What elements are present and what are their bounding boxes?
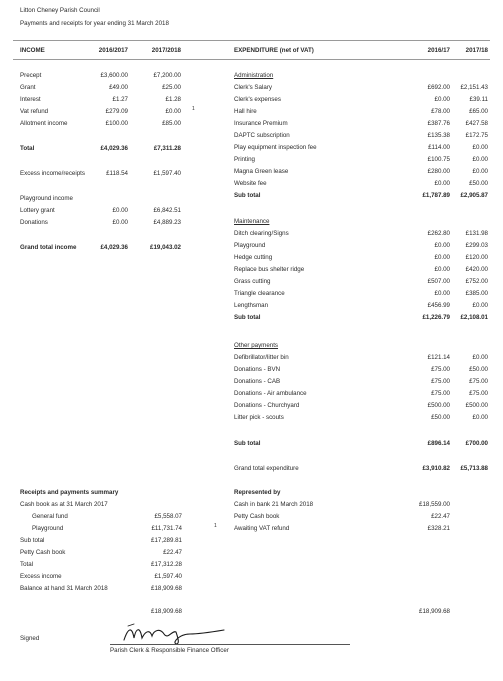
expense-row-label: Grass cutting <box>234 278 271 285</box>
income-row-a: £1.27 <box>112 96 128 103</box>
footnote-marker: 1 <box>214 523 217 529</box>
expense-row-b: £75.00 <box>469 378 488 385</box>
income-row-label: Allotment income <box>20 120 68 127</box>
expense-row-label: Donations - Churchyard <box>234 402 300 409</box>
expense-row-a: £114.00 <box>428 144 450 151</box>
income-row-a: £49.00 <box>109 84 128 91</box>
signatory-role: Parish Clerk & Responsible Finance Officer <box>110 647 229 654</box>
summary-row-label: General fund <box>32 513 68 520</box>
represented-row-value: £22.47 <box>431 513 450 520</box>
expense-row-b: £50.00 <box>469 180 488 187</box>
expenditure-header: EXPENDITURE (net of VAT) <box>234 47 314 54</box>
summary-row-value: £11,731.74 <box>151 525 182 532</box>
income-row-b: £25.00 <box>162 84 181 91</box>
header-rule-top <box>13 40 490 41</box>
subtotal-b: £700.00 <box>465 440 488 447</box>
expense-row-a: £78.00 <box>431 108 450 115</box>
income-header: INCOME <box>20 47 45 54</box>
income-row-label: Vat refund <box>20 108 49 115</box>
expense-row-a: £0.00 <box>434 290 450 297</box>
expense-row-label: Printing <box>234 156 255 163</box>
summary-final-value: £18,909.68 <box>151 608 182 615</box>
summary-row-label: Excess income <box>20 573 62 580</box>
expense-row-a: £280.00 <box>427 168 450 175</box>
income-row-label: Precept <box>20 72 42 79</box>
expense-row-a: £0.00 <box>434 266 450 273</box>
represented-row-value: £328.21 <box>427 525 450 532</box>
expense-row-label: Website fee <box>234 180 267 187</box>
expense-row-a: £0.00 <box>434 254 450 261</box>
expense-row-b: £420.00 <box>465 266 488 273</box>
income-row-b: £0.00 <box>165 108 181 115</box>
expense-row-b: £0.00 <box>472 302 488 309</box>
income-col-a: 2016/2017 <box>98 47 128 54</box>
expense-row-label: Lengthsman <box>234 302 269 309</box>
subtotal-a: £1,787.89 <box>422 192 450 199</box>
section-heading: Other payments <box>234 342 279 349</box>
grand-total-expenditure-b: £5,713.88 <box>460 465 488 472</box>
expense-row-a: £75.00 <box>431 390 450 397</box>
expense-row-b: £172.75 <box>465 132 488 139</box>
expense-row-a: £50.00 <box>431 414 450 421</box>
represented-row-value: £18,559.00 <box>419 501 450 508</box>
represented-row-label: Cash in bank 21 March 2018 <box>234 501 314 508</box>
expense-row-a: £0.00 <box>434 180 450 187</box>
expense-row-a: £500.00 <box>427 402 450 409</box>
playground-income-heading: Playground income <box>20 195 73 202</box>
expense-row-b: £0.00 <box>472 156 488 163</box>
expense-row-label: Ditch clearing/Signs <box>234 230 289 237</box>
expense-row-label: Magna Green lease <box>234 168 289 175</box>
income-row-label: Donations <box>20 219 48 226</box>
expense-row-a: £0.00 <box>434 96 450 103</box>
expense-row-b: £131.98 <box>465 230 488 237</box>
excess-a: £118.54 <box>106 170 128 177</box>
subtotal-b: £2,905.87 <box>460 192 488 199</box>
income-row-a: £3,600.00 <box>100 72 128 79</box>
subtotal-label: Sub total <box>234 314 261 321</box>
income-row-a: £0.00 <box>112 219 128 226</box>
income-total-b: £7,311.28 <box>153 145 181 152</box>
represented-final-value: £18,909.68 <box>419 608 450 615</box>
income-row-b: £6,842.51 <box>153 207 181 214</box>
expense-row-b: £75.00 <box>469 390 488 397</box>
footnote-marker: 1 <box>192 106 195 112</box>
expense-row-b: £385.00 <box>465 290 488 297</box>
income-row-label: Lottery grant <box>20 207 55 214</box>
grand-total-income-a: £4,029.36 <box>100 244 128 251</box>
income-row-a: £100.00 <box>105 120 128 127</box>
expense-row-b: £39.11 <box>469 96 488 103</box>
income-total-a: £4,029.36 <box>100 145 128 152</box>
council-name: Litton Cheney Parish Council <box>20 7 100 14</box>
expense-row-a: £262.80 <box>427 230 450 237</box>
income-row-a: £0.00 <box>112 207 128 214</box>
cash-book-label: Cash book as at 31 March 2017 <box>20 501 108 508</box>
income-row-b: £1.28 <box>165 96 181 103</box>
expense-row-b: £50.00 <box>469 366 488 373</box>
expense-row-b: £65.00 <box>469 108 488 115</box>
expense-row-b: £500.00 <box>465 402 488 409</box>
expense-row-label: Playground <box>234 242 266 249</box>
report-subtitle: Payments and receipts for year ending 31 March 2018 <box>20 20 169 27</box>
expense-row-label: Replace bus shelter ridge <box>234 266 305 273</box>
represented-row-label: Awaiting VAT refund <box>234 525 290 532</box>
expense-row-label: Insurance Premium <box>234 120 288 127</box>
excess-b: £1,597.40 <box>153 170 181 177</box>
handwritten-signature <box>120 620 230 646</box>
expenditure-col-b: 2017/18 <box>465 47 488 54</box>
expense-row-a: £75.00 <box>431 366 450 373</box>
grand-total-income-b: £19,043.02 <box>150 244 181 251</box>
represented-heading: Represented by <box>234 489 281 496</box>
summary-row-label: Petty Cash book <box>20 549 66 556</box>
expense-row-a: £135.38 <box>427 132 450 139</box>
income-row-label: Grant <box>20 84 36 91</box>
expense-row-label: Litter pick - scouts <box>234 414 284 421</box>
expense-row-a: £100.75 <box>427 156 450 163</box>
expense-row-label: DAPTC subscription <box>234 132 290 139</box>
income-col-b: 2017/2018 <box>151 47 181 54</box>
expense-row-label: Donations - BVN <box>234 366 281 373</box>
expense-row-label: Play equipment inspection fee <box>234 144 317 151</box>
summary-row-value: £1,597.40 <box>154 573 182 580</box>
subtotal-label: Sub total <box>234 192 261 199</box>
summary-row-value: £17,289.81 <box>151 537 182 544</box>
summary-row-value: £5,558.07 <box>154 513 182 520</box>
expense-row-label: Hall hire <box>234 108 257 115</box>
expenditure-col-a: 2016/17 <box>427 47 450 54</box>
header-rule-bottom <box>13 59 490 60</box>
grand-total-income-label: Grand total income <box>20 244 77 251</box>
income-total-label: Total <box>20 145 35 152</box>
expense-row-b: £0.00 <box>472 414 488 421</box>
expense-row-a: £0.00 <box>434 242 450 249</box>
expense-row-b: £0.00 <box>472 168 488 175</box>
expense-row-a: £456.99 <box>427 302 450 309</box>
subtotal-a: £1,226.79 <box>422 314 450 321</box>
expense-row-a: £121.14 <box>427 354 450 361</box>
expense-row-b: £120.00 <box>465 254 488 261</box>
expense-row-label: Clerk's expenses <box>234 96 281 103</box>
signature-line <box>110 644 350 645</box>
subtotal-b: £2,108.01 <box>460 314 488 321</box>
expense-row-a: £507.00 <box>427 278 450 285</box>
income-row-b: £7,200.00 <box>153 72 181 79</box>
expense-row-label: Hedge cutting <box>234 254 273 261</box>
income-row-a: £279.09 <box>105 108 128 115</box>
expense-row-b: £0.00 <box>472 354 488 361</box>
expense-row-b: £427.58 <box>465 120 488 127</box>
expense-row-label: Donations - CAB <box>234 378 281 385</box>
income-row-b: £85.00 <box>162 120 181 127</box>
section-heading: Maintenance <box>234 218 270 225</box>
subtotal-a: £896.14 <box>427 440 450 447</box>
expense-row-a: £75.00 <box>431 378 450 385</box>
expense-row-label: Donations - Air ambulance <box>234 390 307 397</box>
signed-label: Signed <box>20 635 40 642</box>
summary-heading: Receipts and payments summary <box>20 489 119 496</box>
summary-row-label: Sub total <box>20 537 45 544</box>
subtotal-label: Sub total <box>234 440 261 447</box>
summary-row-label: Balance at hand 31 March 2018 <box>20 585 108 592</box>
grand-total-expenditure-a: £3,910.82 <box>422 465 450 472</box>
summary-row-label: Playground <box>32 525 64 532</box>
expense-row-b: £0.00 <box>472 144 488 151</box>
expense-row-b: £2,151.43 <box>460 84 488 91</box>
income-row-label: Interest <box>20 96 41 103</box>
expense-row-b: £752.00 <box>465 278 488 285</box>
section-heading: Administration <box>234 72 274 79</box>
income-row-b: £4,889.23 <box>153 219 181 226</box>
represented-row-label: Petty Cash book <box>234 513 280 520</box>
excess-label: Excess income/receipts <box>20 170 85 177</box>
summary-row-label: Total <box>20 561 34 568</box>
summary-row-value: £18,909.68 <box>151 585 182 592</box>
expense-row-a: £387.76 <box>427 120 450 127</box>
expense-row-b: £299.03 <box>465 242 488 249</box>
expense-row-a: £692.00 <box>427 84 450 91</box>
expense-row-label: Defibrillator/litter bin <box>234 354 289 361</box>
summary-row-value: £22.47 <box>163 549 182 556</box>
expense-row-label: Clerk's Salary <box>234 84 272 91</box>
summary-row-value: £17,312.28 <box>151 561 182 568</box>
expense-row-label: Triangle clearance <box>234 290 285 297</box>
grand-total-expenditure-label: Grand total expenditure <box>234 465 299 472</box>
